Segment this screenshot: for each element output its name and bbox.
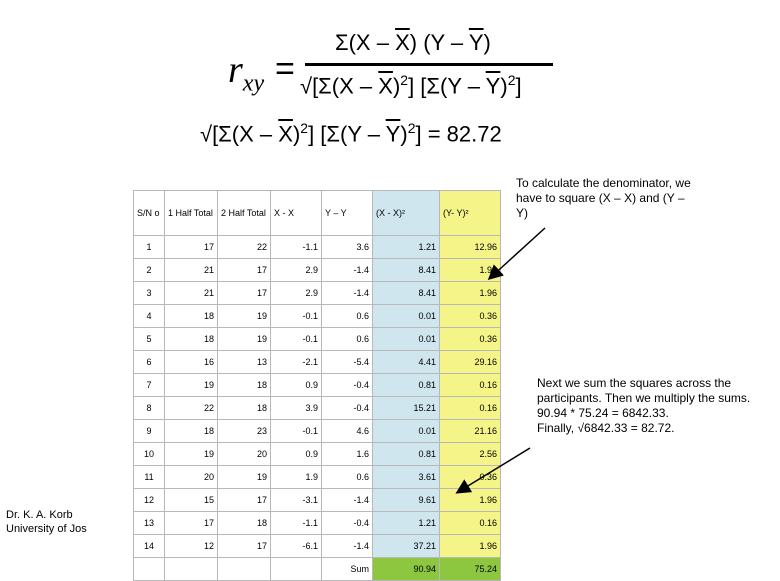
table-cell: 0.36 [440,305,501,328]
formula-r-symbol: $r_{xy}$ [228,49,265,97]
table-cell: 8 [134,397,165,420]
note-sum-line1: Next we sum the squares across the participants. Then we multiply the sums. [537,376,751,405]
note-sum-line3: Finally, √6842.33 = 82.72. [537,421,675,435]
table-cell: 0.9 [271,374,322,397]
table-cell: 5 [134,328,165,351]
table-cell: -1.4 [322,535,373,558]
table-cell: 0.6 [322,328,373,351]
table-cell: -6.1 [271,535,322,558]
table-cell: 1.9 [271,466,322,489]
table-cell: 22 [218,236,271,259]
table-cell: 0.81 [373,443,440,466]
empty-cell [134,558,165,581]
table-cell: 2.9 [271,259,322,282]
table-cell: 19 [165,443,218,466]
table-cell: 8.41 [373,282,440,305]
sum-x-sq: 90.94 [373,558,440,581]
table-cell: 15 [165,489,218,512]
table-cell: -0.1 [271,305,322,328]
table-cell: 0.36 [440,466,501,489]
table-cell: 0.81 [373,374,440,397]
table-cell: 17 [218,259,271,282]
table-cell: 1.21 [373,236,440,259]
table-cell: 0.01 [373,305,440,328]
table-cell: 37.21 [373,535,440,558]
formula-numerator: $\Sigma(X - \overline{X})$ $(Y - \overline{Y})$ [335,30,491,55]
header-sno: S/N o [134,191,165,236]
header-x-dev: X - X [271,191,322,236]
table-cell: 4.6 [322,420,373,443]
note-denominator: To calculate the denominator, we have to square (X – X) and (Y – Y) [516,176,691,220]
table-cell: 18 [218,374,271,397]
table-cell: 1.96 [440,489,501,512]
empty-cell [218,558,271,581]
table-cell: 22 [165,397,218,420]
table-cell: 0.01 [373,420,440,443]
arrow-to-sum-row [458,448,530,492]
table-cell: 0.01 [373,328,440,351]
table-cell: -0.4 [322,374,373,397]
sum-y-sq: 75.24 [440,558,501,581]
table-cell: 20 [218,443,271,466]
table-cell: 3.61 [373,466,440,489]
table-cell: 12 [165,535,218,558]
table-cell: 2.56 [440,443,501,466]
table-cell: 13 [134,512,165,535]
table-cell: 18 [165,305,218,328]
table-cell: -1.4 [322,259,373,282]
table-cell: 19 [218,328,271,351]
table-cell: 0.16 [440,512,501,535]
table-cell: 18 [218,397,271,420]
table-cell: 18 [165,328,218,351]
sum-row [134,558,501,581]
table-cell: -1.1 [271,236,322,259]
table-cell: 1.96 [440,259,501,282]
arrow-to-yellow-column [490,228,545,278]
table-cell: 8.41 [373,259,440,282]
denominator-result: $√[\Sigma(X - \overline{X})^2]$ $[\Sigma(Y - \overline{Y})^2] = 82.72$ [200,120,502,147]
table-cell: 21.16 [440,420,501,443]
table-cell: 1.21 [373,512,440,535]
table-cell: 11 [134,466,165,489]
table-cell: 1.96 [440,282,501,305]
table-cell: 17 [218,535,271,558]
table-cell: 9.61 [373,489,440,512]
table-cell: 19 [218,466,271,489]
table-cell: 3.9 [271,397,322,420]
table-cell: 6 [134,351,165,374]
table-cell: 29.16 [440,351,501,374]
table-cell: 1.6 [322,443,373,466]
table-cell: 19 [218,305,271,328]
table-cell: -1.1 [271,512,322,535]
table-cell: 0.6 [322,466,373,489]
table-cell: -2.1 [271,351,322,374]
author-name: Dr. K. A. Korb [6,509,73,521]
table-cell: 19 [165,374,218,397]
sum-label: Sum [322,558,373,581]
note-sum-line2: 90.94 * 75.24 = 6842.33. [537,406,669,420]
formula-denominator: $√[\Sigma(X - \overline{X})^2]$ $[\Sigma(Y - \overline{Y})^2]$ [300,72,522,99]
table-cell: -3.1 [271,489,322,512]
table-cell: 0.16 [440,397,501,420]
table-cell: 17 [218,489,271,512]
table-cell: -0.4 [322,397,373,420]
table-cell: 1 [134,236,165,259]
table-cell: 0.36 [440,328,501,351]
table-cell: 18 [165,420,218,443]
header-half2: 2 Half Total [218,191,271,236]
table-cell: 17 [218,282,271,305]
table-cell: 12 [134,489,165,512]
table-cell: 0.16 [440,374,501,397]
table-cell: 18 [218,512,271,535]
table-cell: 1.96 [440,535,501,558]
author-affiliation: University of Jos [6,523,87,535]
header-half1: 1 Half Total [165,191,218,236]
table-cell: -0.4 [322,512,373,535]
table-cell: 3.6 [322,236,373,259]
table-cell: 16 [165,351,218,374]
table-cell: 3 [134,282,165,305]
table-cell: -0.1 [271,420,322,443]
table-cell: 14 [134,535,165,558]
table-cell: -1.4 [322,489,373,512]
table-cell: 15.21 [373,397,440,420]
empty-cell [271,558,322,581]
table-cell: 13 [218,351,271,374]
table-cell: 2 [134,259,165,282]
table-cell: 9 [134,420,165,443]
table-cell: 17 [165,512,218,535]
table-cell: 4.41 [373,351,440,374]
header-y-dev: Y – Y [322,191,373,236]
table-cell: -5.4 [322,351,373,374]
table-cell: 12.96 [440,236,501,259]
header-y-sq: (Y- Y)² [440,191,501,236]
table-cell: 21 [165,259,218,282]
table-cell: -0.1 [271,328,322,351]
table-cell: 17 [165,236,218,259]
table-cell: 20 [165,466,218,489]
table-cell: 21 [165,282,218,305]
table-cell: 7 [134,374,165,397]
header-x-sq: (X - X)² [373,191,440,236]
table-cell: 4 [134,305,165,328]
formula-equals: = [275,50,295,88]
table-cell: -1.4 [322,282,373,305]
empty-cell [165,558,218,581]
table-cell: 0.9 [271,443,322,466]
table-cell: 10 [134,443,165,466]
table-cell: 2.9 [271,282,322,305]
table-cell: 0.6 [322,305,373,328]
table-cell: 23 [218,420,271,443]
